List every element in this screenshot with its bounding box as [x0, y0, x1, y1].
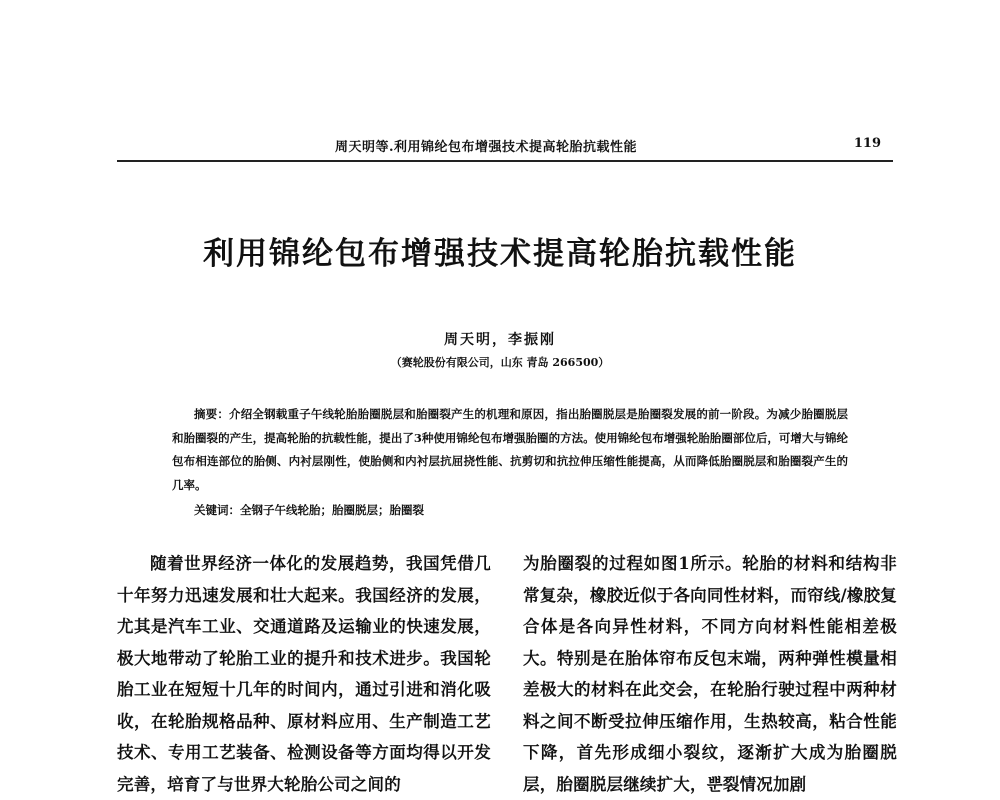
- article-affiliation: （赛轮股份有限公司，山东 青岛 266500）: [390, 356, 610, 369]
- running-title: 周天明等.利用锦纶包布增强技术提高轮胎抗载性能: [335, 140, 638, 155]
- article-authors: 周天明，李振刚: [444, 332, 556, 348]
- keywords-label: 关键词：: [194, 503, 240, 517]
- article-title: 利用锦纶包布增强技术提高轮胎抗载性能: [203, 236, 797, 272]
- keywords: [194, 500, 848, 520]
- page-number: 119: [853, 136, 881, 151]
- keywords-text: 全钢子午线轮胎；胎圈脱层；胎圈裂: [240, 503, 424, 517]
- body-right-column: 为胎圈裂的过程如图1所示。轮胎的材料和结构非常复杂，橡胶近似于各向同性材料，而帘线/橡胶复合体是各向异性材料，不同方向材料性能相差极大。特别是在胎体帘布反包末端，两种弹性模量相差极大的材料在此交会，在轮胎行驶过程中两种材料之间不断受拉伸压缩作用，生热较高，粘合性能下降，首先形成细小裂纹，逐渐扩大成为胎圈脱层，胎圈脱层继续扩大，뿐裂情况加剧: [523, 554, 897, 794]
- body-left-column: 随着世界经济一体化的发展趋势，我国凭借几十年努力迅速发展和壮大起来。我国经济的发展，尤其是汽车工业、交通道路及运输业的快速发展，极大地带动了轮胎工业的提升和技术进步。我国轮胎工业在短短十几年的时间内，通过引进和消化吸收，在轮胎规格品种、原材料应用、生产制造工艺技术、专用工艺装备、检测设备等方面均得以开发完善，培育了与世界大轮胎公司之间的: [117, 554, 491, 794]
- running-header: [117, 132, 893, 162]
- abstract-text: 介绍全钢载重子午线轮胎胎圈脱层和胎圈裂产生的机理和原因，指出胎圈脱层是胎圈裂发展的前一阶段。为减少胎圈脱层和胎圈裂的产生，提高轮胎的抗载性能，提出了3种使用锦纶包布增强胎圈的方法。使用锦纶包布增强轮胎胎圈部位后，可增大与锦纶包布相连部位的胎侧、内衬层刚性，使胎侧和内衬层抗屈挠性能、抗剪切和抗拉伸压缩性能提高，从而降低胎圈脱层和胎圈裂产生的几率。: [172, 407, 848, 492]
- abstract-label: 摘要：: [194, 407, 230, 421]
- abstract: [172, 403, 848, 497]
